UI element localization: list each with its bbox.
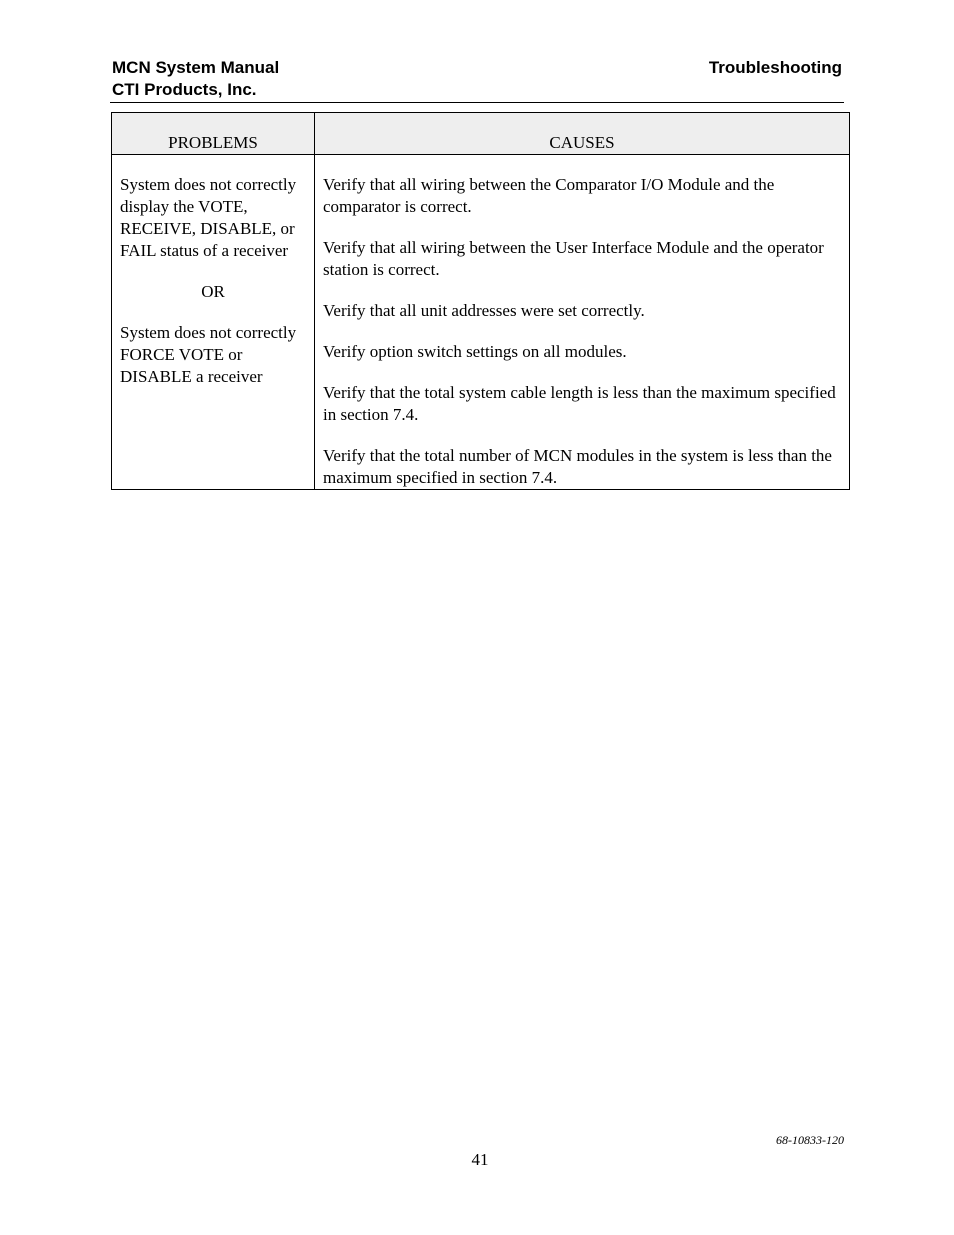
document-number: 68-10833-120	[776, 1133, 844, 1147]
company-name: CTI Products, Inc.	[112, 80, 257, 99]
column-header-causes: CAUSES	[315, 113, 850, 155]
problem-description: System does not correctly FORCE VOTE or DISABLE a receiver	[120, 323, 297, 386]
cause-item: Verify option switch settings on all modules.	[323, 342, 627, 361]
cause-item: Verify that all wiring between the Comparator I/O Module and the comparator is correct.	[323, 175, 775, 216]
manual-title: MCN System Manual	[112, 58, 280, 77]
problems-cell	[112, 155, 315, 490]
header-divider	[110, 102, 844, 103]
cause-item: Verify that all wiring between the User Interface Module and the operator station is correct.	[323, 238, 824, 279]
problem-separator: OR	[201, 282, 225, 301]
causes-cell	[315, 155, 850, 490]
page-number: 41	[471, 1150, 489, 1169]
cause-item: Verify that the total number of MCN modules in the system is less than the maximum specified in section 7.4.	[323, 446, 832, 487]
table-header-row	[112, 113, 850, 155]
troubleshooting-table	[111, 112, 850, 490]
table-row	[112, 155, 850, 490]
cause-item: Verify that all unit addresses were set correctly.	[323, 301, 645, 320]
column-header-problems: PROBLEMS	[112, 113, 315, 155]
problem-description: System does not correctly display the VOTE, RECEIVE, DISABLE, or FAIL status of a receiver	[120, 175, 297, 260]
cause-item: Verify that the total system cable length is less than the maximum specified in section 7.4.	[323, 383, 836, 424]
page-header-left	[112, 57, 279, 101]
section-title: Troubleshooting	[708, 58, 842, 77]
